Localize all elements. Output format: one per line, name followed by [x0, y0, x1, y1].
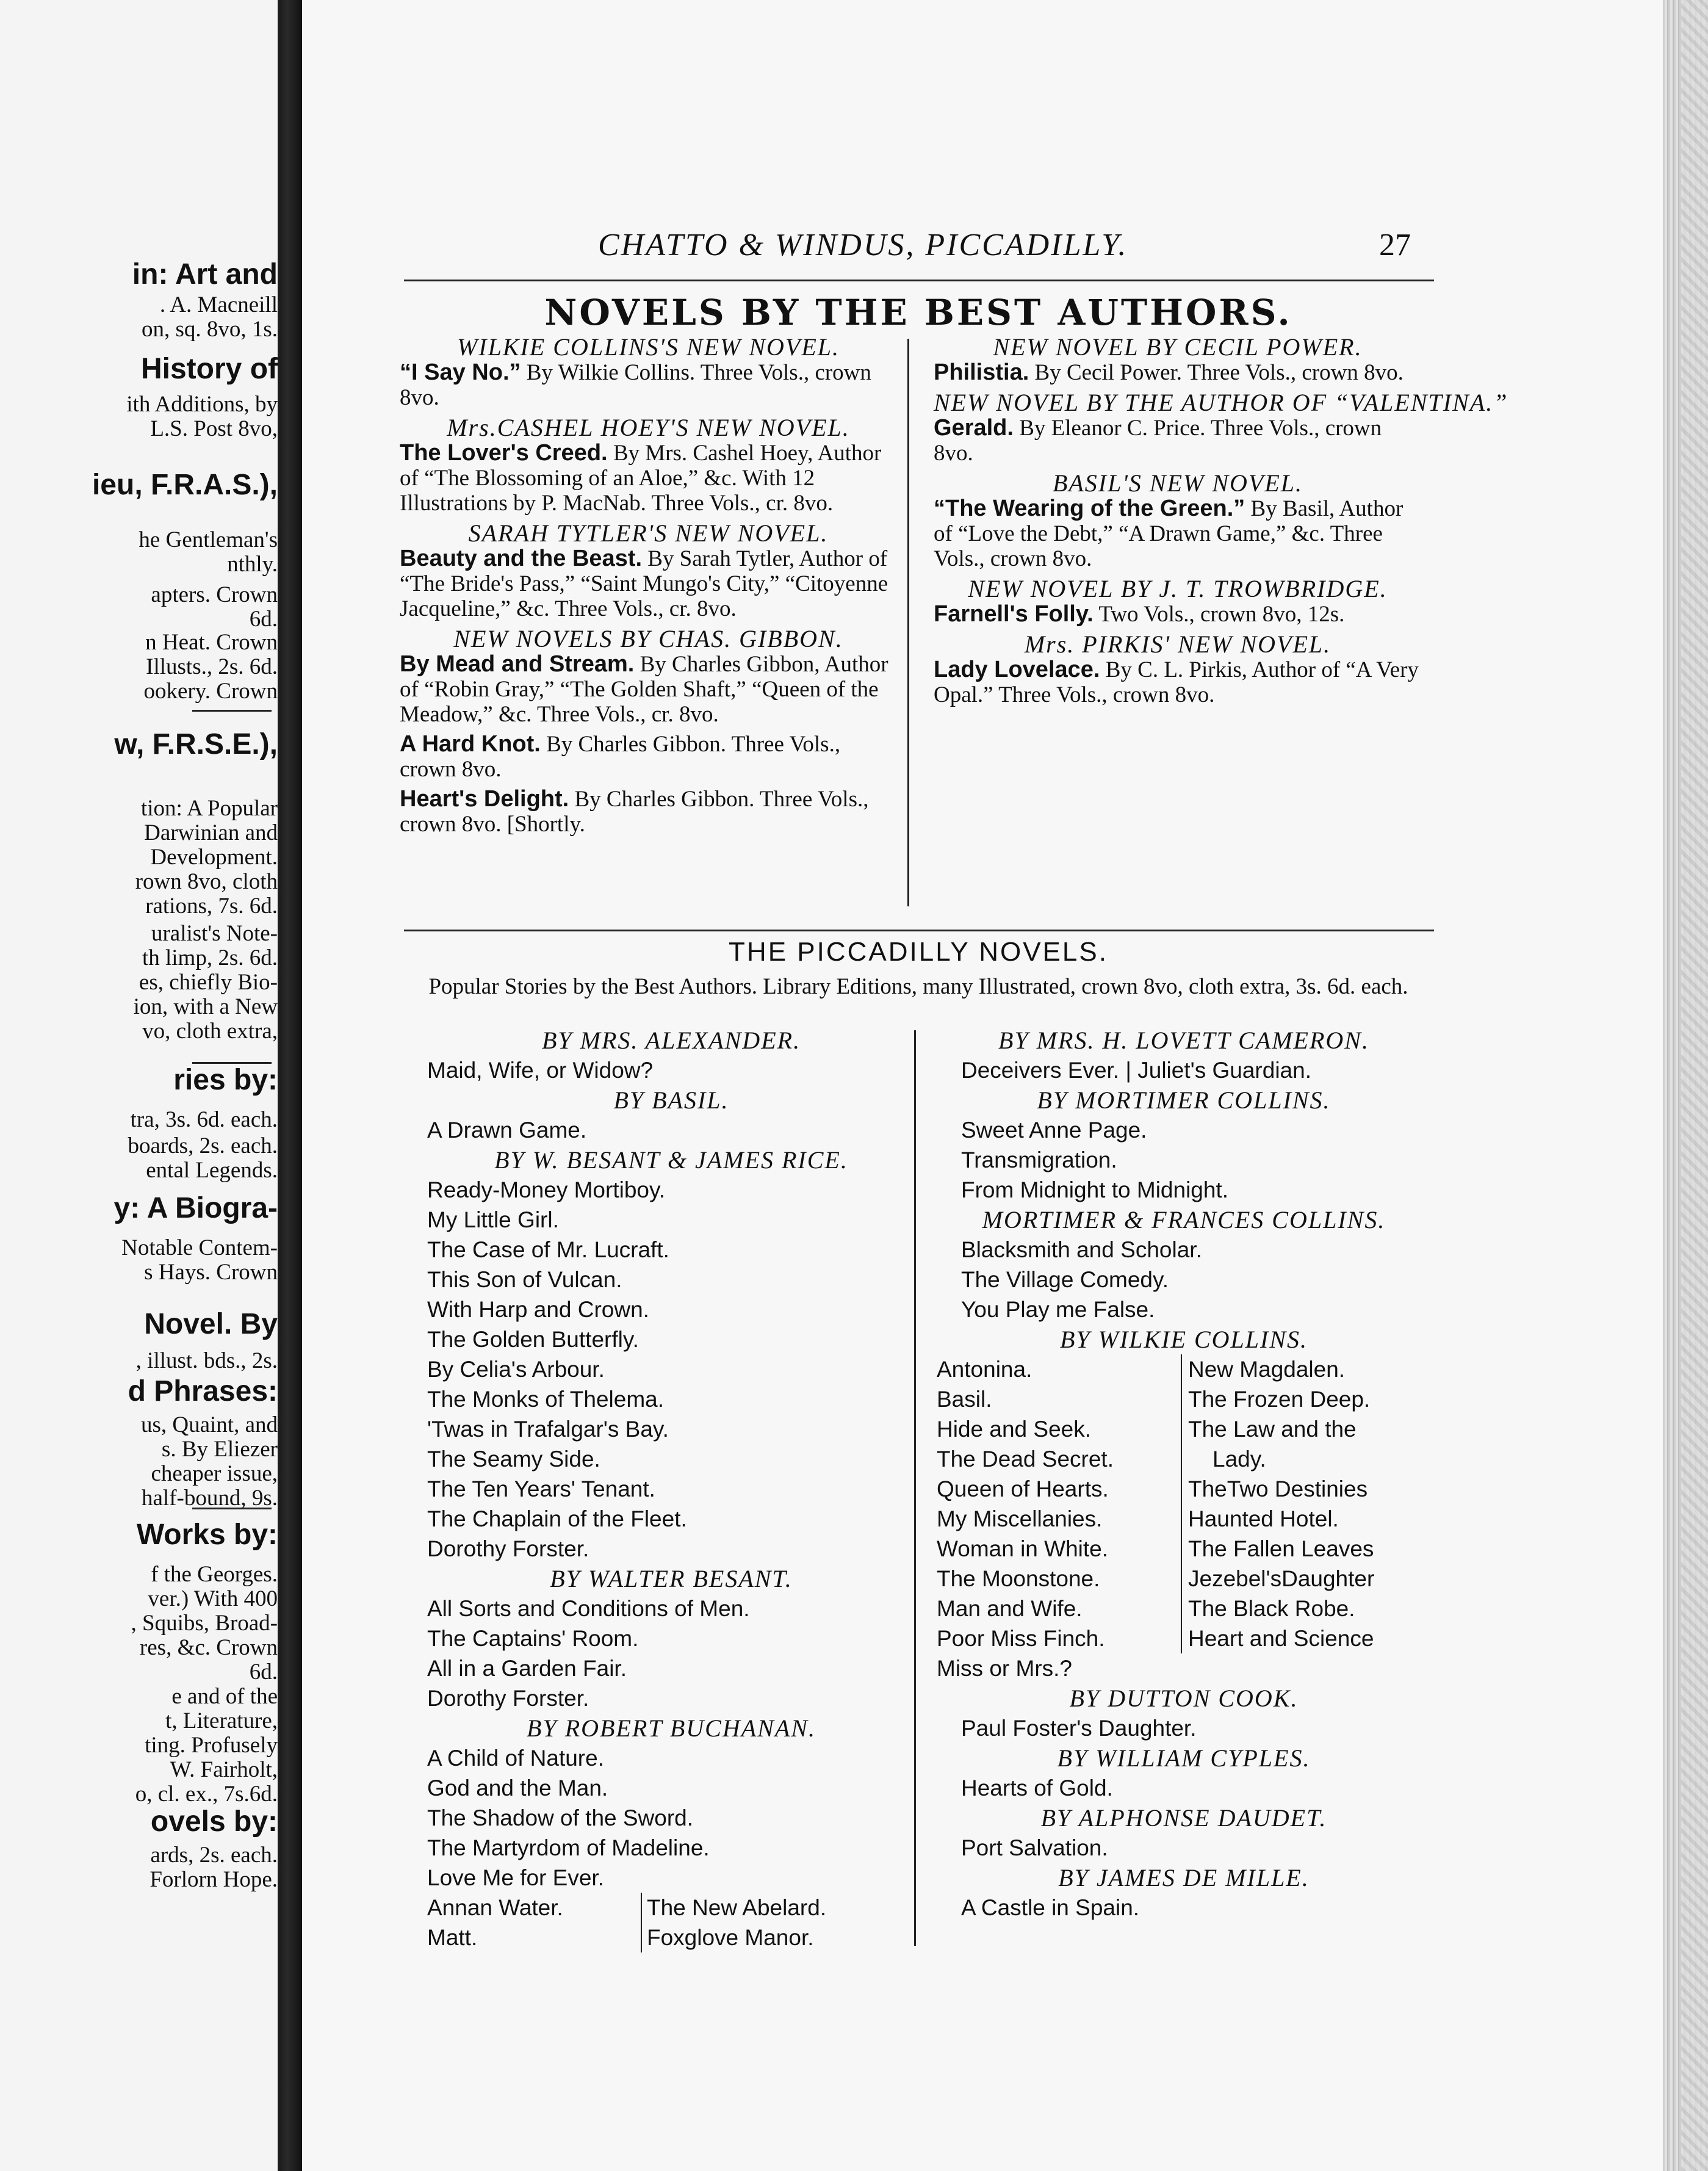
section-title-novels: NOVELS BY THE BEST AUTHORS. — [544, 292, 1292, 333]
left-page-line: ental Legends. — [146, 1158, 278, 1183]
entry-gap — [400, 837, 897, 842]
book-title: Matt. — [427, 1925, 478, 1950]
book-title: All in a Garden Fair. — [427, 1656, 627, 1681]
inner-divider — [641, 1893, 647, 1923]
left-page-line: ver.) With 400 — [148, 1586, 278, 1611]
left-page-line: es, chiefly Bio- — [139, 970, 278, 995]
book-spine — [278, 0, 302, 2171]
left-page-line: ries by: — [173, 1064, 278, 1096]
novel-title: Farnell's Folly. — [934, 601, 1094, 627]
left-page-line: nthly. — [227, 552, 278, 577]
novel-entry — [934, 657, 1422, 707]
left-page-line: 6d. — [249, 607, 278, 632]
book-title: Dorothy Forster. — [427, 1536, 589, 1561]
novel-heading: BASIL'S NEW NOVEL. — [1052, 469, 1303, 497]
entry-gap — [934, 707, 1422, 712]
left-page-line: d Phrases: — [128, 1375, 278, 1407]
novel-entry — [400, 546, 897, 621]
book-title: Man and Wife. — [937, 1596, 1083, 1621]
book-title: The Martyrdom of Madeline. — [427, 1835, 710, 1860]
left-page-line: w, F.R.S.E.), — [114, 728, 278, 760]
column-divider-2 — [914, 1030, 916, 1946]
author-heading: BY WILKIE COLLINS. — [1059, 1326, 1308, 1353]
book-title: Jezebel'sDaughter — [1188, 1566, 1375, 1591]
book-title: The Frozen Deep. — [1188, 1387, 1371, 1412]
left-page-line: ieu, F.R.A.S.), — [92, 469, 278, 501]
novel-details: By Charles Gibbon, Author of “Robin Gray,” “The Golden Shaft,” “Queen of the Meadow,” &c. Three Vols., cr. 8vo. — [400, 652, 888, 727]
left-page-line: half-bound, 9s. — [142, 1486, 278, 1511]
left-page-line: e and of the — [171, 1684, 278, 1709]
left-page-line: History of — [140, 353, 278, 385]
left-page-line: f the Georges. — [151, 1562, 278, 1587]
book-title: God and the Man. — [427, 1775, 608, 1801]
book-title: This Son of Vulcan. — [427, 1267, 622, 1292]
left-page-line: Development. — [150, 845, 278, 870]
collins-right-list — [1188, 1354, 1432, 1683]
novel-heading: NEW NOVEL BY THE AUTHOR OF “VALENTINA.” — [934, 389, 1508, 416]
novel-title: “The Wearing of the Green.” — [934, 496, 1245, 521]
author-heading: BY DUTTON COOK. — [1069, 1685, 1299, 1712]
left-page-line: y: A Biogra- — [114, 1192, 278, 1224]
column-divider — [907, 339, 909, 906]
book-title: Transmigration. — [961, 1147, 1117, 1172]
novel-heading: NEW NOVEL BY CECIL POWER. — [993, 333, 1363, 361]
book-title: Port Salvation. — [961, 1835, 1108, 1860]
book-title: From Midnight to Midnight. — [961, 1177, 1229, 1202]
left-page-line: in: Art and — [132, 258, 278, 291]
book-title: The Shadow of the Sword. — [427, 1805, 694, 1830]
book-title: New Magdalen. — [1188, 1357, 1346, 1382]
novel-details: By Cecil Power. Three Vols., crown 8vo. — [1029, 360, 1404, 385]
section-rule — [404, 930, 1434, 931]
left-page-line: boards, 2s. each. — [128, 1133, 278, 1158]
book-title: My Miscellanies. — [937, 1506, 1103, 1531]
book-title: The Captains' Room. — [427, 1626, 639, 1651]
novel-heading: Mrs. PIRKIS' NEW NOVEL. — [1024, 630, 1331, 658]
book-title: The Chaplain of the Fleet. — [427, 1506, 687, 1531]
book-title: Hearts of Gold. — [961, 1775, 1113, 1801]
book-title: Antonina. — [937, 1357, 1032, 1382]
book-title: Foxglove Manor. — [647, 1925, 814, 1950]
left-page-line: t, Literature, — [165, 1708, 278, 1733]
novel-entry — [934, 360, 1422, 385]
left-page-line: Forlorn Hope. — [150, 1867, 278, 1892]
novel-title: Lady Lovelace. — [934, 657, 1100, 682]
left-page-line: ovels by: — [150, 1805, 278, 1838]
novel-entry — [934, 496, 1422, 571]
left-page-rule — [192, 1508, 272, 1509]
novel-details: By Eleanor C. Price. Three Vols., crown 8vo. — [934, 416, 1382, 466]
novel-heading: WILKIE COLLINS'S NEW NOVEL. — [456, 333, 840, 361]
book-title: The Fallen Leaves — [1188, 1536, 1374, 1561]
book-title: Hide and Seek. — [937, 1417, 1092, 1442]
book-title: Queen of Hearts. — [937, 1476, 1109, 1501]
left-page-line: L.S. Post 8vo, — [150, 416, 278, 441]
book-title: Lady. — [1213, 1447, 1266, 1472]
left-page-line: ookery. Crown — [143, 679, 278, 704]
wilkie-collins-two-column — [937, 1354, 1431, 1683]
novel-details: By Mrs. Cashel Hoey, Author of “The Blossoming of an Aloe,” &c. With 12 Illustrations by P. MacNab. Three Vols., cr. 8vo. — [400, 441, 882, 516]
novel-title: By Mead and Stream. — [400, 651, 635, 677]
book-title: Haunted Hotel. — [1188, 1506, 1339, 1531]
left-page-line: on, sq. 8vo, 1s. — [141, 317, 278, 342]
left-page-line: n Heat. Crown — [145, 630, 278, 655]
book-title: Annan Water. — [427, 1895, 563, 1920]
book-title: A Drawn Game. — [427, 1118, 587, 1143]
book-title: Ready-Money Mortiboy. — [427, 1177, 666, 1202]
piccadilly-right-column — [937, 1025, 1431, 1923]
book-title: The Golden Butterfly. — [427, 1327, 639, 1352]
novel-details: By Charles Gibbon. Three Vols., crown 8vo. [Shortly. — [400, 787, 869, 837]
book-title: Woman in White. — [937, 1536, 1109, 1561]
left-page-line: Darwinian and — [144, 820, 278, 845]
book-title: The Law and the — [1188, 1417, 1357, 1442]
novel-entry — [400, 360, 897, 410]
book-title: The Ten Years' Tenant. — [427, 1476, 655, 1501]
novel-entry — [400, 652, 897, 727]
book-title: Dorothy Forster. — [427, 1686, 589, 1711]
left-page-line: vo, cloth extra, — [142, 1019, 278, 1044]
novel-details: By Sarah Tytler, Author of “The Bride's Pass,” “Saint Mungo's City,” “Citoyenne Jacqueline,” &c. Three Vols., cr. 8vo. — [400, 546, 888, 621]
book-title: Blacksmith and Scholar. — [961, 1237, 1202, 1262]
buchanan-two-column — [427, 1893, 915, 1952]
left-page-line: ith Additions, by — [126, 392, 278, 417]
book-title: Heart and Science — [1188, 1626, 1374, 1651]
book-title: The Village Comedy. — [961, 1267, 1169, 1292]
novel-title: Gerald. — [934, 415, 1014, 441]
left-page-line: tion: A Popular — [140, 796, 278, 821]
novel-details: By Basil, Author of “Love the Debt,” “A Drawn Game,” &c. Three Vols., crown 8vo. — [934, 496, 1404, 571]
author-heading: BY MRS. H. LOVETT CAMERON. — [998, 1027, 1369, 1054]
left-page-line: ting. Profusely — [145, 1733, 278, 1758]
author-heading: BY WILLIAM CYPLES. — [1057, 1744, 1311, 1772]
left-page-fragment — [0, 0, 278, 2171]
book-title: Maid, Wife, or Widow? — [427, 1058, 654, 1083]
author-heading: BY BASIL. — [613, 1086, 729, 1114]
left-page-line: 6d. — [249, 1660, 278, 1685]
piccadilly-left-column — [427, 1025, 915, 1952]
left-page-line: tra, 3s. 6d. each. — [130, 1107, 278, 1132]
novel-details: By Charles Gibbon. Three Vols., crown 8vo. — [400, 732, 841, 782]
novel-title: Beauty and the Beast. — [400, 546, 642, 571]
left-page-line: Works by: — [136, 1519, 278, 1551]
book-title: All Sorts and Conditions of Men. — [427, 1596, 750, 1621]
book-title: The Case of Mr. Lucraft. — [427, 1237, 669, 1262]
left-page-line: res, &c. Crown — [139, 1635, 278, 1660]
book-title: A Castle in Spain. — [961, 1895, 1140, 1920]
author-heading: BY ALPHONSE DAUDET. — [1040, 1804, 1327, 1832]
book-title: The Seamy Side. — [427, 1447, 600, 1472]
author-heading: BY ROBERT BUCHANAN. — [527, 1714, 816, 1742]
section-title-piccadilly: THE PICCADILLY NOVELS. — [729, 937, 1108, 967]
left-page-line: th limp, 2s. 6d. — [142, 945, 278, 970]
inner-divider — [1181, 1354, 1188, 1653]
author-heading: MORTIMER & FRANCES COLLINS. — [982, 1206, 1386, 1234]
left-page-line: Notable Contem- — [121, 1235, 278, 1260]
novel-title: A Hard Knot. — [400, 731, 541, 757]
novel-heading: NEW NOVEL BY J. T. TROWBRIDGE. — [968, 575, 1388, 602]
page-number: 27 — [1379, 228, 1411, 262]
author-heading: BY MRS. ALEXANDER. — [541, 1027, 801, 1054]
left-page-line: cheaper issue, — [151, 1461, 278, 1486]
novel-title: Philistia. — [934, 359, 1029, 385]
left-page-line: Illusts., 2s. 6d. — [146, 654, 278, 679]
page-edge-pattern — [1681, 0, 1708, 2171]
book-title: Miss or Mrs.? — [937, 1656, 1072, 1681]
left-page-line: , illust. bds., 2s. — [135, 1348, 278, 1373]
novel-title: Heart's Delight. — [400, 786, 569, 812]
header-rule — [404, 280, 1434, 281]
book-title: The New Abelard. — [647, 1895, 827, 1920]
author-heading: BY JAMES DE MILLE. — [1058, 1864, 1310, 1891]
author-heading: BY WALTER BESANT. — [550, 1565, 793, 1592]
novels-left-column — [400, 334, 897, 842]
piccadilly-intro: Popular Stories by the Best Authors. Library Editions, many Illustrated, crown 8vo, cloth extra, 3s. 6d. each. — [428, 974, 1408, 999]
novel-title: The Lover's Creed. — [400, 440, 608, 466]
book-title: You Play me False. — [961, 1297, 1155, 1322]
book-title: Basil. — [937, 1387, 992, 1412]
novel-entry — [934, 602, 1422, 627]
novels-right-column — [934, 333, 1508, 712]
novel-heading: SARAH TYTLER'S NEW NOVEL. — [468, 519, 829, 547]
left-page-line: rations, 7s. 6d. — [145, 894, 278, 919]
novel-heading: NEW NOVELS BY CHAS. GIBBON. — [453, 625, 843, 652]
left-page-line: he Gentleman's — [139, 527, 278, 552]
left-page-rule — [192, 1062, 272, 1064]
book-title: With Harp and Crown. — [427, 1297, 649, 1322]
novel-details: By C. L. Pirkis, Author of “A Very Opal.” Three Vols., crown 8vo. — [934, 657, 1419, 707]
novel-details: By Wilkie Collins. Three Vols., crown 8vo. — [400, 360, 871, 410]
book-title: A Child of Nature. — [427, 1746, 604, 1771]
book-title: 'Twas in Trafalgar's Bay. — [427, 1417, 669, 1442]
left-page-line: rown 8vo, cloth — [135, 869, 278, 894]
author-heading: BY MORTIMER COLLINS. — [1037, 1086, 1331, 1114]
running-title: CHATTO & WINDUS, PICCADILLY. — [598, 228, 1128, 262]
left-page-rule — [192, 710, 272, 712]
book-title: The Dead Secret. — [937, 1447, 1114, 1472]
left-page-line: uralist's Note- — [151, 921, 278, 946]
book-title: TheTwo Destinies — [1188, 1476, 1368, 1501]
inner-divider — [641, 1923, 647, 1952]
left-page-line: . A. Macneill — [159, 292, 278, 317]
book-title: Poor Miss Finch. — [937, 1626, 1105, 1651]
left-page-line: W. Fairholt, — [170, 1757, 278, 1782]
book-title: Deceivers Ever. | Juliet's Guardian. — [961, 1058, 1311, 1083]
novel-entry — [400, 732, 897, 782]
book-title: The Monks of Thelema. — [427, 1387, 664, 1412]
left-page-line: ards, 2s. each. — [150, 1843, 278, 1868]
book-title: Paul Foster's Daughter. — [961, 1716, 1197, 1741]
book-title: Love Me for Ever. — [427, 1865, 604, 1890]
left-page-line: o, cl. ex., 7s.6d. — [135, 1782, 278, 1807]
left-page-line: us, Quaint, and — [140, 1412, 278, 1437]
novel-entry — [400, 787, 897, 837]
book-title: My Little Girl. — [427, 1207, 559, 1232]
running-header — [397, 227, 1434, 264]
collins-left-list — [937, 1354, 1181, 1683]
left-page-line: s Hays. Crown — [144, 1260, 278, 1285]
book-title: The Black Robe. — [1188, 1596, 1355, 1621]
author-heading: BY W. BESANT & JAMES RICE. — [494, 1146, 848, 1174]
book-title: The Moonstone. — [937, 1566, 1100, 1591]
book-title: By Celia's Arbour. — [427, 1357, 605, 1382]
novel-heading: Mrs.CASHEL HOEY'S NEW NOVEL. — [447, 414, 850, 441]
left-page-line: ion, with a New — [133, 994, 278, 1019]
novel-details: Two Vols., crown 8vo, 12s. — [1093, 602, 1345, 627]
novel-entry — [934, 416, 1422, 466]
left-page-line: , Squibs, Broad- — [131, 1611, 278, 1636]
novel-title: “I Say No.” — [400, 359, 521, 385]
book-title: Sweet Anne Page. — [961, 1118, 1147, 1143]
left-page-line: s. By Eliezer — [161, 1437, 278, 1462]
left-page-line: apters. Crown — [151, 582, 278, 607]
left-page-line: Novel. By — [144, 1308, 278, 1340]
novel-entry — [400, 441, 897, 516]
